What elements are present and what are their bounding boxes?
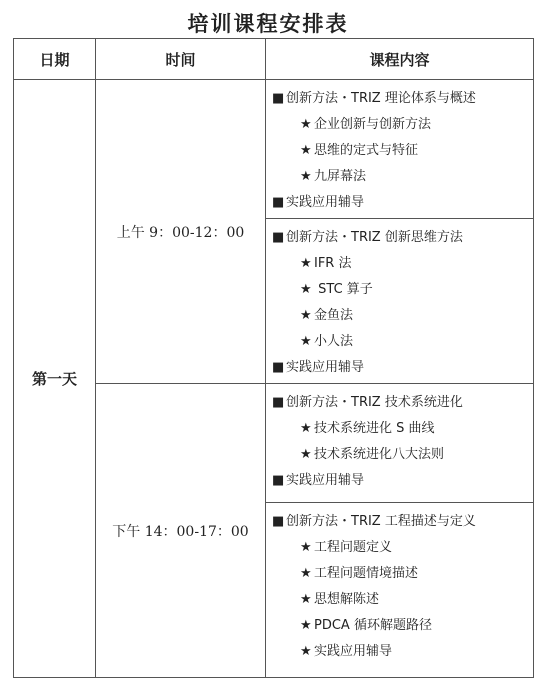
star-icon: ★ xyxy=(300,308,312,323)
square-bullet-icon: ■ xyxy=(272,360,285,375)
star-icon: ★ xyxy=(300,592,312,607)
list-item: ★ 技术系统进化 S 曲线 xyxy=(272,416,531,442)
star-icon: ★ xyxy=(300,169,312,184)
square-bullet-icon: ■ xyxy=(272,91,285,106)
time-cell-afternoon: 下午 14：00-17：00 xyxy=(96,384,266,678)
block-heading: ■ 创新方法・TRIZ 创新思维方法 xyxy=(272,225,531,251)
square-bullet-icon: ■ xyxy=(272,514,285,529)
content-cell xyxy=(266,384,534,503)
star-icon: ★ xyxy=(300,566,312,581)
square-bullet-icon: ■ xyxy=(272,395,285,410)
star-icon: ★ xyxy=(300,282,312,297)
header-content: 课程内容 xyxy=(266,39,534,80)
star-icon: ★ xyxy=(300,334,312,349)
square-bullet-icon: ■ xyxy=(272,473,285,488)
time-cell-morning: 上午 9：00-12：00 xyxy=(96,80,266,384)
day-cell: 第一天 xyxy=(14,80,96,678)
content-cell xyxy=(266,80,534,219)
star-icon: ★ xyxy=(300,447,312,462)
star-icon: ★ xyxy=(300,618,312,633)
table-header-row xyxy=(14,39,534,80)
list-item: ★ IFR 法 xyxy=(272,251,531,277)
square-bullet-icon: ■ xyxy=(272,195,285,210)
block-footer: ■ 实践应用辅导 xyxy=(272,355,531,381)
header-time: 时间 xyxy=(96,39,266,80)
star-icon: ★ xyxy=(300,143,312,158)
list-item: ★ 实践应用辅导 xyxy=(272,639,531,665)
list-item: ★ PDCA 循环解题路径 xyxy=(272,613,531,639)
list-item: ★ 小人法 xyxy=(272,329,531,355)
table-row xyxy=(14,80,534,219)
star-icon: ★ xyxy=(300,540,312,555)
list-item: ★ 金鱼法 xyxy=(272,303,531,329)
list-item: ★ 工程问题定义 xyxy=(272,535,531,561)
schedule-table xyxy=(13,38,534,678)
star-icon: ★ xyxy=(300,421,312,436)
block-footer: ■ 实践应用辅导 xyxy=(272,468,531,494)
square-bullet-icon: ■ xyxy=(272,230,285,245)
block-footer: ■ 实践应用辅导 xyxy=(272,190,531,216)
list-item: ★ STC 算子 xyxy=(272,277,531,303)
star-icon: ★ xyxy=(300,117,312,132)
content-cell xyxy=(266,503,534,678)
header-date: 日期 xyxy=(14,39,96,80)
list-item: ★ 企业创新与创新方法 xyxy=(272,112,531,138)
content-cell xyxy=(266,219,534,384)
star-icon: ★ xyxy=(300,256,312,271)
list-item: ★ 九屏幕法 xyxy=(272,164,531,190)
list-item: ★ 技术系统进化八大法则 xyxy=(272,442,531,468)
list-item: ★ 思维的定式与特征 xyxy=(272,138,531,164)
list-item: ★ 思想解陈述 xyxy=(272,587,531,613)
block-heading: ■ 创新方法・TRIZ 技术系统进化 xyxy=(272,390,531,416)
block-heading: ■ 创新方法・TRIZ 工程描述与定义 xyxy=(272,509,531,535)
star-icon: ★ xyxy=(300,644,312,659)
page-title: 培训课程安排表 xyxy=(187,12,349,36)
block-heading: ■ 创新方法・TRIZ 理论体系与概述 xyxy=(272,86,531,112)
list-item: ★ 工程问题情境描述 xyxy=(272,561,531,587)
